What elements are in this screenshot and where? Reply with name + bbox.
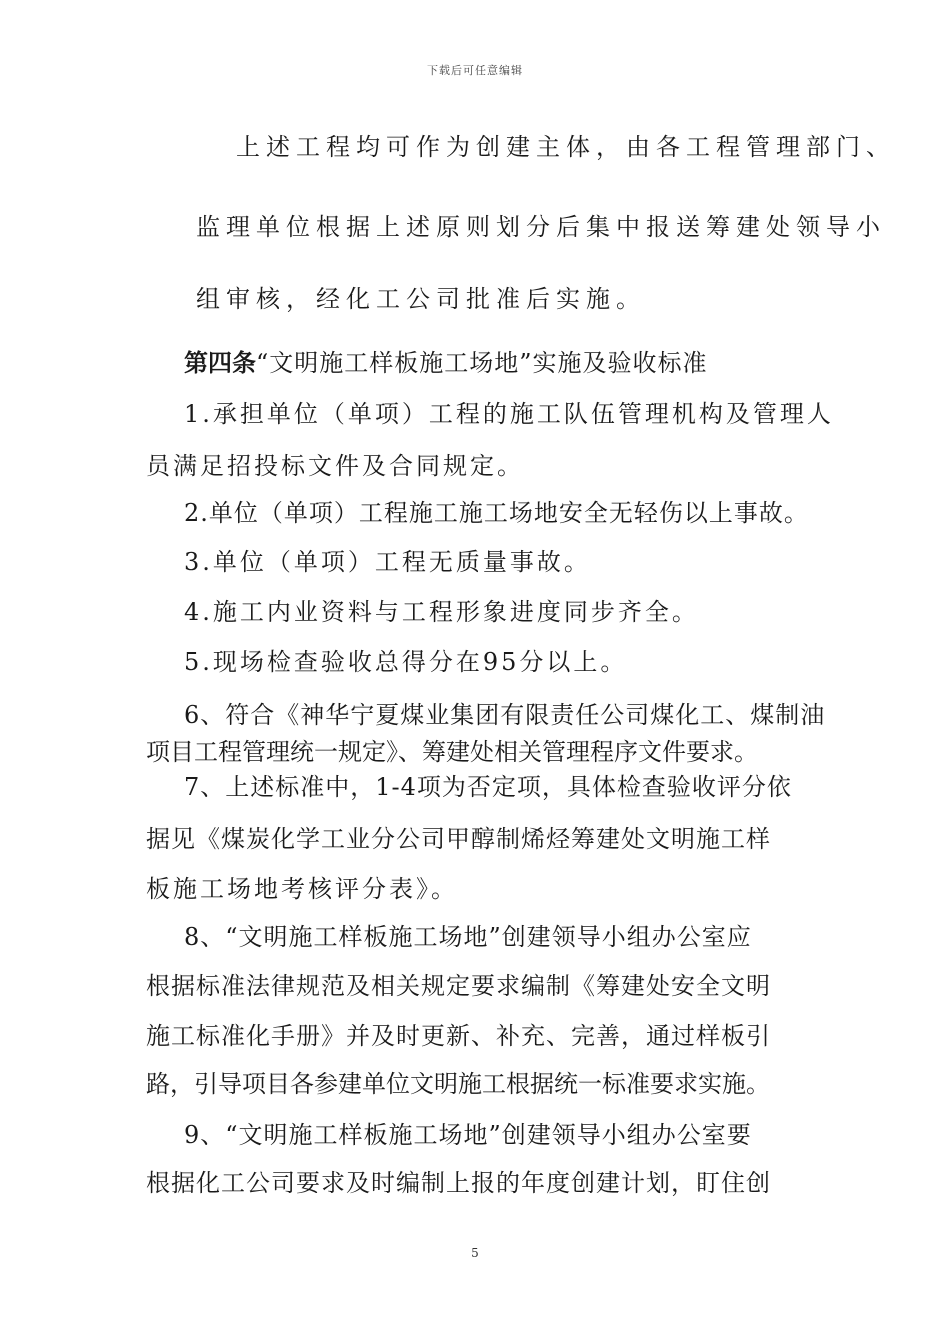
- paragraph-line: 5.现场检查验收总得分在95分以上。: [184, 648, 628, 676]
- paragraph-line: 施工标准化手册》并及时更新、补充、完善，通过样板引: [146, 1022, 771, 1050]
- paragraph-line: 根据化工公司要求及时编制上报的年度创建计划，盯住创: [146, 1169, 771, 1197]
- paragraph-line: 员满足招投标文件及合同规定。: [146, 452, 524, 480]
- paragraph-line: 8、“文明施工样板施工场地”创建领导小组办公室应: [184, 923, 752, 951]
- paragraph-line: 组审核，经化工公司批准后实施。: [196, 285, 646, 313]
- paragraph-line: 项目工程管理统一规定》、筹建处相关管理程序文件要求。: [146, 738, 758, 766]
- article-heading-title: “文明施工样板施工场地”实施及验收标准: [256, 349, 708, 377]
- paragraph-line: 路，引导项目各参建单位文明施工根据统一标准要求实施。: [146, 1070, 770, 1098]
- paragraph-line: 4.施工内业资料与工程形象进度同步齐全。: [184, 598, 699, 626]
- page-header: 下载后可任意编辑: [427, 64, 523, 77]
- paragraph-line: 根据标准法律规范及相关规定要求编制《筹建处安全文明: [146, 972, 771, 1000]
- page-number: 5: [471, 1246, 479, 1260]
- paragraph-line: 7、上述标准中，1-4项为否定项，具体检查验收评分依: [184, 773, 792, 801]
- paragraph-line: 9、“文明施工样板施工场地”创建领导小组办公室要: [184, 1121, 752, 1149]
- paragraph-line: 2.单位（单项）工程施工施工场地安全无轻伤以上事故。: [184, 499, 809, 527]
- article-heading: [184, 347, 708, 379]
- paragraph-line: 1.承担单位（单项）工程的施工队伍管理机构及管理人: [184, 400, 834, 428]
- paragraph-line: 上述工程均可作为创建主体，由各工程管理部门、: [236, 133, 896, 161]
- paragraph-line: 监理单位根据上述原则划分后集中报送筹建处领导小: [196, 213, 886, 241]
- article-heading-label: 第四条: [184, 349, 256, 377]
- paragraph-line: 3.单位（单项）工程无质量事故。: [184, 548, 591, 576]
- paragraph-line: 板施工场地考核评分表》。: [146, 875, 458, 903]
- paragraph-line: 6、符合《神华宁夏煤业集团有限责任公司煤化工、煤制油: [184, 701, 826, 729]
- paragraph-line: 据见《煤炭化学工业分公司甲醇制烯烃筹建处文明施工样: [146, 825, 771, 853]
